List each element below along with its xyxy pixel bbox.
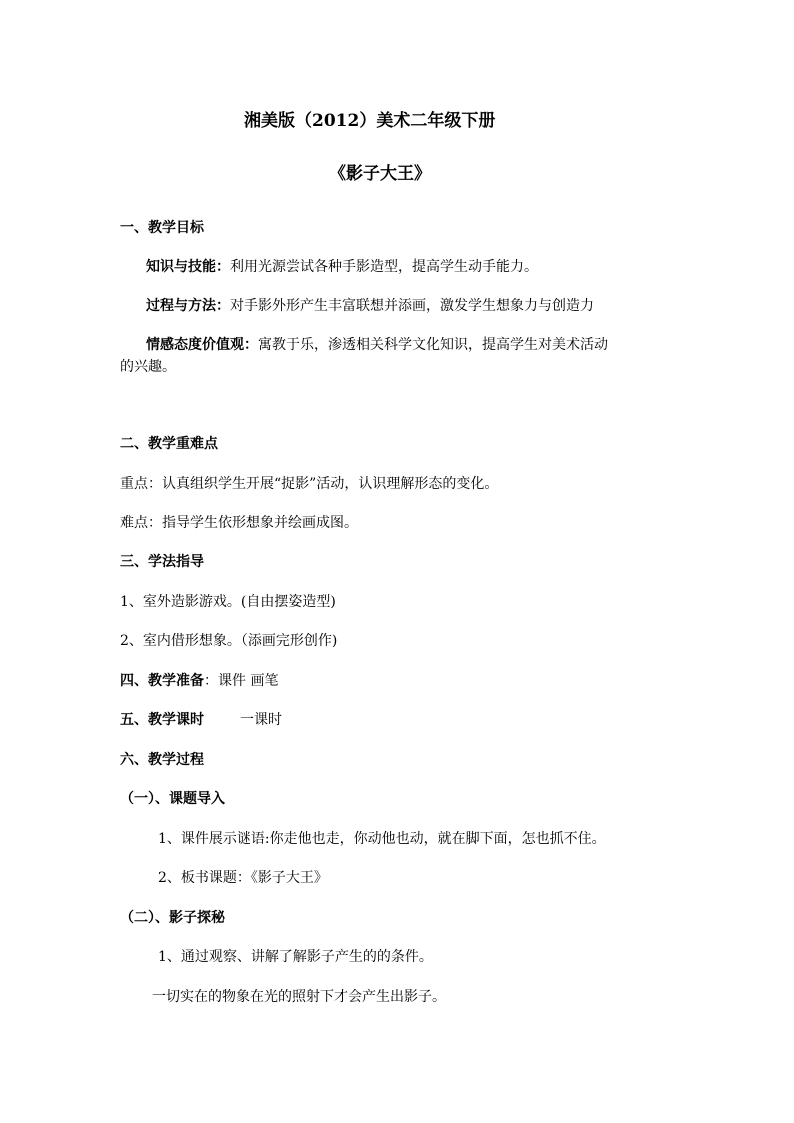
section-heading-study-guide: 三、学法指导 [120,554,204,570]
objective-process-text: 对手影外形产生丰富联想并添画，激发学生想象力与创造力 [230,298,594,314]
section-heading-class-hours: 五、教学课时 [120,712,204,728]
section-heading-key-points: 二、教学重难点 [120,436,218,452]
objective-emotion [146,335,608,355]
teaching-preparation [120,671,278,691]
objective-knowledge-text: 利用光源尝试各种手影造型，提高学生动手能力。 [230,259,538,275]
study-guide-item-1: 1、室外造影游戏。(自由摆姿造型) [120,594,336,610]
objective-emotion-continued: 的兴趣。 [120,359,176,375]
introduction-item-2: 2、板书课题：《影子大王》 [158,870,328,886]
subsection-heading-shadow-exploration: （二）、影子探秘 [120,910,225,926]
introduction-item-1: 1、课件展示谜语:你走他也走，你动他也动，就在脚下面，怎也抓不住。 [158,831,606,847]
section-heading-objectives: 一、教学目标 [120,220,204,236]
objective-emotion-label: 情感态度价值观： [146,337,258,353]
key-point-text: 重点：认真组织学生开展“捉影”活动，认识理解形态的变化。 [120,476,499,492]
teaching-preparation-heading: 四、教学准备 [120,673,204,689]
objective-knowledge-label: 知识与技能： [146,259,230,275]
objective-knowledge [146,257,538,277]
document-header: 湘美版（2012）美术二年级下册 [244,111,496,131]
document-title: 《影子大王》 [329,164,431,184]
shadow-exploration-text: 一切实在的物象在光的照射下才会产生出影子。 [152,989,446,1005]
class-hours-text: 一课时 [240,712,282,728]
objective-emotion-text: 寓教于乐，渗透相关科学文化知识，提高学生对美术活动 [258,337,608,353]
shadow-exploration-item-1: 1、通过观察、讲解了解影子产生的的条件。 [158,949,433,965]
objective-process [146,296,594,316]
section-heading-teaching-process: 六、教学过程 [120,752,204,768]
study-guide-item-2: 2、室内借形想象。（添画完形创作) [120,633,338,649]
subsection-heading-introduction: （一）、课题导入 [120,791,225,807]
objective-process-label: 过程与方法： [146,298,230,314]
teaching-preparation-text: ：课件 画笔 [204,673,279,689]
difficulty-text: 难点：指导学生依形想象并绘画成图。 [120,515,358,531]
